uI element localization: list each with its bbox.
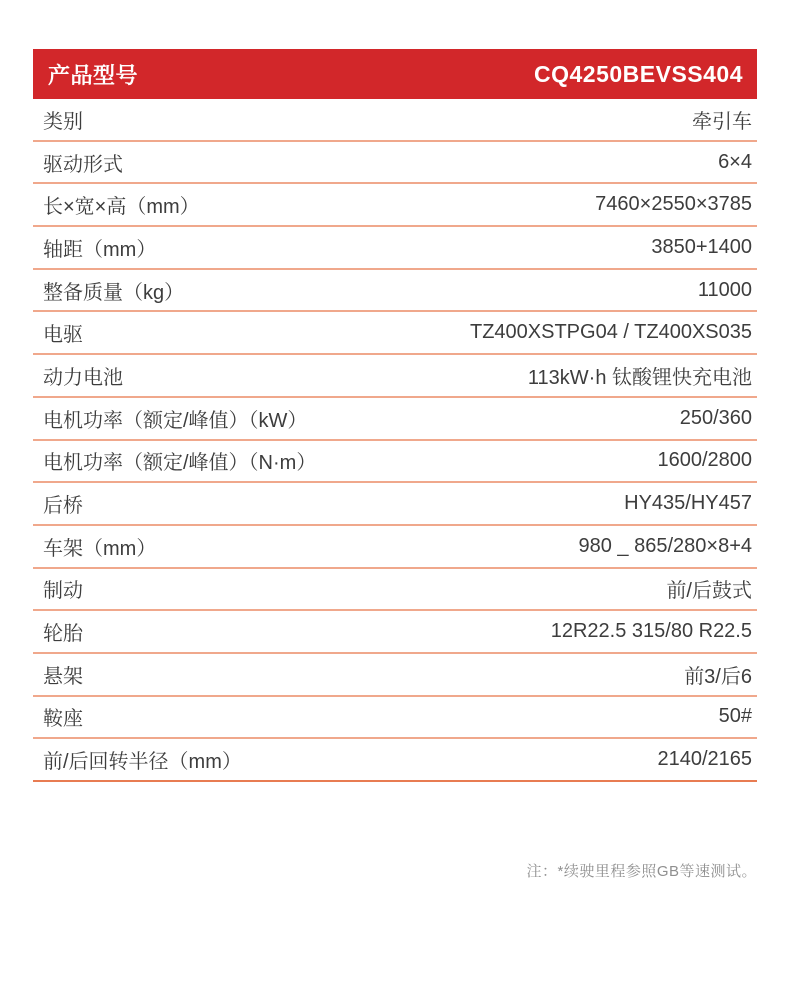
spec-value: HY435/HY457 bbox=[624, 492, 752, 515]
product-model-heading: 产品型号 bbox=[48, 62, 139, 88]
spec-label: 鞍座 bbox=[43, 708, 83, 731]
table-row bbox=[33, 270, 757, 313]
spec-table bbox=[33, 99, 757, 782]
table-header-bar bbox=[33, 49, 757, 99]
table-row bbox=[33, 739, 757, 782]
spec-label: 前/后回转半径（mm） bbox=[43, 751, 242, 774]
table-row bbox=[33, 184, 757, 227]
table-row bbox=[33, 441, 757, 484]
table-row bbox=[33, 142, 757, 185]
spec-value: 11000 bbox=[697, 278, 752, 301]
spec-label: 整备质量（kg） bbox=[43, 281, 185, 304]
spec-label: 电机功率（额定/峰值）（N·m） bbox=[43, 452, 317, 475]
spec-label: 后桥 bbox=[43, 495, 83, 518]
table-row bbox=[33, 611, 757, 654]
spec-label: 电机功率（额定/峰值）（kW） bbox=[43, 409, 308, 432]
spec-value: 2140/2165 bbox=[657, 748, 752, 771]
spec-value: 牵引车 bbox=[692, 110, 752, 133]
table-row bbox=[33, 697, 757, 740]
table-row bbox=[33, 526, 757, 569]
spec-sheet bbox=[33, 49, 757, 782]
footnote: 注：*续驶里程参照GB等速测试。 bbox=[526, 863, 757, 880]
spec-value: 7460×2550×3785 bbox=[595, 193, 752, 216]
spec-label: 轮胎 bbox=[43, 623, 83, 646]
spec-value: 6×4 bbox=[718, 150, 752, 173]
table-row bbox=[33, 654, 757, 697]
spec-value: TZ400XSTPG04 / TZ400XS035 bbox=[469, 321, 752, 344]
spec-label: 类别 bbox=[43, 110, 83, 133]
spec-label: 悬架 bbox=[43, 665, 83, 688]
spec-label: 车架（mm） bbox=[43, 537, 157, 560]
product-model-value: CQ4250BEVSS404 bbox=[533, 60, 743, 87]
spec-value: 1600/2800 bbox=[657, 449, 752, 472]
spec-value: 12R22.5 315/80 R22.5 bbox=[550, 620, 752, 643]
spec-value: 3850+1400 bbox=[651, 235, 752, 258]
table-row bbox=[33, 355, 757, 398]
spec-label: 驱动形式 bbox=[43, 153, 123, 176]
spec-label: 制动 bbox=[43, 580, 83, 603]
spec-value: 250/360 bbox=[679, 406, 752, 429]
spec-value: 113kW·h 钛酸锂快充电池 bbox=[527, 366, 752, 389]
table-row bbox=[33, 227, 757, 270]
spec-label: 轴距（mm） bbox=[43, 238, 157, 261]
spec-label: 电驱 bbox=[43, 324, 83, 347]
spec-value: 50# bbox=[718, 705, 752, 728]
spec-label: 动力电池 bbox=[43, 366, 123, 389]
table-row bbox=[33, 99, 757, 142]
table-row bbox=[33, 398, 757, 441]
spec-value: 前3/后6 bbox=[684, 665, 752, 688]
table-row bbox=[33, 483, 757, 526]
spec-value: 980 _ 865/280×8+4 bbox=[578, 534, 752, 557]
table-row bbox=[33, 569, 757, 612]
spec-label: 长×宽×高（mm） bbox=[43, 196, 200, 219]
spec-value: 前/后鼓式 bbox=[666, 580, 752, 603]
table-row bbox=[33, 312, 757, 355]
